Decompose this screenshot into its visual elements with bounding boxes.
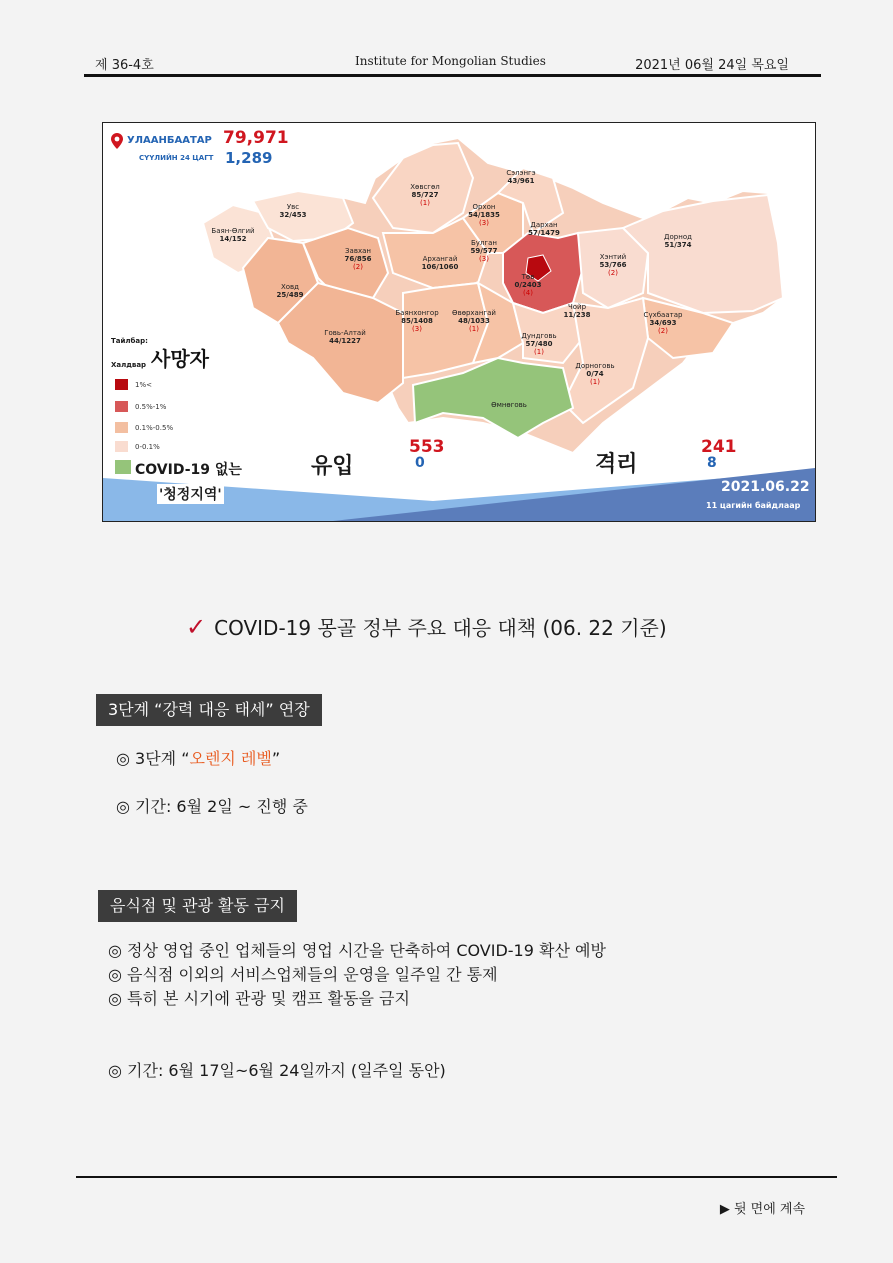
region-label-choir: Чойр 11/238 bbox=[563, 303, 591, 319]
main-title-text: COVID-19 몽골 정부 주요 대응 대책 (06. 22 기준) bbox=[214, 616, 667, 640]
imported-24h: 0 bbox=[415, 455, 425, 471]
legend-label-3: 0.1%-0.5% bbox=[135, 424, 174, 432]
legend-swatch-1 bbox=[115, 379, 128, 390]
map-date: 2021.06.22 bbox=[721, 479, 810, 495]
legend-label-1: 1%< bbox=[135, 381, 152, 389]
restriction-item-3: ◎ 특히 본 시기에 관광 및 캠프 활동을 금지 bbox=[108, 989, 410, 1008]
covid-free-label: COVID-19 없는 bbox=[133, 459, 244, 479]
main-title bbox=[186, 612, 667, 641]
region-label-khovsgol: Хөвсгөл 85/727 (1) bbox=[410, 183, 440, 207]
legend-title: Тайлбар: bbox=[111, 337, 148, 345]
legend-swatch-2 bbox=[115, 401, 128, 412]
region-label-govi-altai: Говь-Алтай 44/1227 bbox=[324, 329, 366, 345]
region-label-bulgan: Булган 59/577 (3) bbox=[470, 239, 498, 263]
region-label-arkhangai: Архангай 106/1060 bbox=[421, 255, 459, 271]
region-label-sukhbaatar: Сүхбаатар 34/693 (2) bbox=[643, 311, 683, 335]
region-label-dornogovi: Дорноговь 0/74 (1) bbox=[575, 362, 615, 386]
restriction-period: ◎ 기간: 6월 17일~6월 24일까지 (일주일 동안) bbox=[108, 1061, 446, 1080]
legend-label-2: 0.5%-1% bbox=[135, 403, 167, 411]
legend-overlay-label: 사망자 bbox=[151, 347, 209, 371]
quarantine-label: 격리 bbox=[595, 452, 638, 477]
legend-label-4: 0-0.1% bbox=[135, 443, 160, 451]
footer-divider bbox=[76, 1176, 837, 1178]
region-label-khovd: Ховд 25/489 bbox=[276, 283, 304, 299]
region-label-dornod: Дорнод 51/374 bbox=[664, 233, 692, 249]
map-time: 11 цагийн байдлаар bbox=[706, 501, 801, 510]
header-divider bbox=[84, 74, 821, 77]
imported-total: 553 bbox=[409, 437, 445, 457]
region-label-dundgovi: Дундговь 57/480 (1) bbox=[521, 332, 557, 356]
legend-swatch-3 bbox=[115, 422, 128, 433]
city-24h: 1,289 bbox=[225, 149, 273, 167]
imported-label: 유입 bbox=[311, 454, 354, 479]
region-label-orkhon: Орхон 54/1835 (3) bbox=[468, 203, 500, 227]
region-label-omnogovi: Өмнөговь bbox=[491, 401, 527, 409]
region-label-tov: Төв 0/2403 (4) bbox=[514, 273, 542, 297]
level-item bbox=[116, 746, 280, 769]
quarantine-total: 241 bbox=[701, 437, 737, 457]
region-label-ovorkhangai: Өвөрхангай 48/1033 (1) bbox=[452, 309, 496, 333]
issue-date: 2021년 06월 24일 목요일 bbox=[635, 58, 789, 73]
quarantine-24h: 8 bbox=[707, 455, 717, 471]
orange-level-text: 오렌지 레벨 bbox=[189, 749, 272, 768]
city-total: 79,971 bbox=[223, 128, 289, 148]
restriction-item-2: ◎ 음식점 이외의 서비스업체들의 운영을 일주일 간 통제 bbox=[108, 965, 498, 984]
institute-name: Institute for Mongolian Studies bbox=[355, 54, 546, 68]
section-heading-level3: 3단계 “강력 대응 태세” 연장 bbox=[96, 694, 322, 726]
city-label: УЛААНБААТАР bbox=[127, 135, 212, 146]
restriction-item-1: ◎ 정상 영업 중인 업체들의 영업 시간을 단축하여 COVID-19 확산 예방 bbox=[108, 941, 606, 960]
period-item: ◎ 기간: 6월 2일 ~ 진행 중 bbox=[116, 797, 308, 816]
region-label-darkhan: Дархан 57/1479 bbox=[528, 221, 560, 237]
level-item-prefix: ◎ 3단계 “ bbox=[116, 749, 190, 768]
level-item-suffix: ” bbox=[271, 749, 281, 768]
legend-subtitle: Халдвар bbox=[111, 361, 147, 369]
region-label-khentii: Хэнтий 53/766 (2) bbox=[599, 253, 627, 277]
region-label-zavkhan: Завхан 76/856 (2) bbox=[344, 247, 372, 271]
city-sub-label: СҮҮЛИЙН 24 ЦАГТ bbox=[139, 154, 214, 162]
checkmark-icon: ✓ bbox=[186, 613, 207, 641]
region-label-bayan-olgii: Баян-Өлгий 14/152 bbox=[211, 227, 255, 243]
covid-free-label-2: '청정지역' bbox=[157, 484, 224, 504]
section-heading-restaurant: 음식점 및 관광 활동 금지 bbox=[98, 890, 297, 922]
covid-map-figure bbox=[102, 122, 816, 522]
issue-number: 제 36-4호 bbox=[95, 58, 154, 73]
continue-note: ▶ 뒷 면에 계속 bbox=[719, 1202, 805, 1217]
legend-swatch-4 bbox=[115, 441, 128, 452]
region-label-selenge: Сэлэнгэ 43/961 bbox=[506, 169, 536, 185]
region-label-uvs: Увс 32/453 bbox=[279, 203, 307, 219]
region-label-bayankhongor: Баянхонгор 85/1408 (3) bbox=[395, 309, 439, 333]
legend-swatch-covid-free bbox=[115, 460, 131, 474]
